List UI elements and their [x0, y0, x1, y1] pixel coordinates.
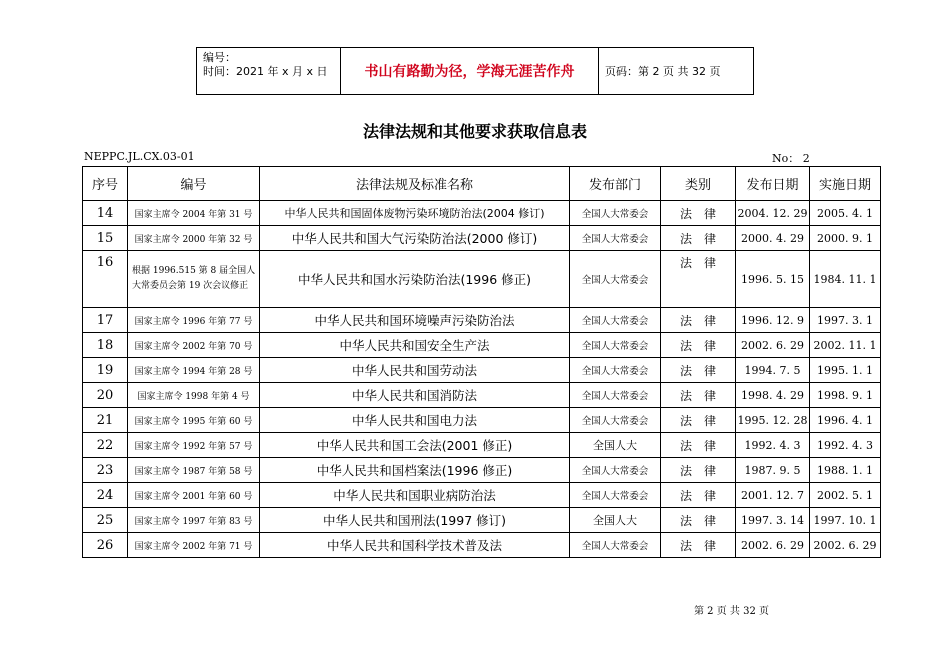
- cell-category: 法 律: [661, 358, 736, 383]
- cell-category: 法 律: [661, 383, 736, 408]
- cell-name: 中华人民共和国工会法(2001 修正): [260, 433, 570, 458]
- cell-category: 法 律: [661, 483, 736, 508]
- cell-eff-date: 1998. 9. 1: [810, 383, 881, 408]
- column-header-seq: 序号: [83, 167, 128, 201]
- cell-name: 中华人民共和国消防法: [260, 383, 570, 408]
- table-row: [83, 333, 881, 358]
- table-row: [83, 508, 881, 533]
- cell-pub-date: 1996. 5. 15: [736, 251, 810, 308]
- table-row: [83, 358, 881, 383]
- cell-category: 法 律: [661, 226, 736, 251]
- cell-dept: 全国人大常委会: [570, 358, 661, 383]
- doc-number: NEPPC.JL.CX.03-01: [84, 150, 195, 163]
- cell-category: 法 律: [661, 201, 736, 226]
- cell-name: 中华人民共和国安全生产法: [260, 333, 570, 358]
- cell-code: 国家主席令 1996 年第 77 号: [128, 308, 260, 333]
- cell-eff-date: 1992. 4. 3: [810, 433, 881, 458]
- column-header-dept: 发布部门: [570, 167, 661, 201]
- table-row: [83, 251, 881, 308]
- cell-seq: 26: [83, 533, 128, 558]
- cell-dept: 全国人大常委会: [570, 308, 661, 333]
- cell-seq: 22: [83, 433, 128, 458]
- table-row: [83, 383, 881, 408]
- cell-code: 国家主席令 1998 年第 4 号: [128, 383, 260, 408]
- cell-category: 法 律: [661, 508, 736, 533]
- cell-eff-date: 1995. 1. 1: [810, 358, 881, 383]
- table-row: [83, 533, 881, 558]
- cell-dept: 全国人大: [570, 508, 661, 533]
- cell-pub-date: 1987. 9. 5: [736, 458, 810, 483]
- table-row: [83, 201, 881, 226]
- table-row: [83, 458, 881, 483]
- cell-dept: 全国人大常委会: [570, 251, 661, 308]
- cell-seq: 21: [83, 408, 128, 433]
- cell-dept: 全国人大常委会: [570, 408, 661, 433]
- cell-seq: 20: [83, 383, 128, 408]
- cell-name: 中华人民共和国环境噪声污染防治法: [260, 308, 570, 333]
- cell-eff-date: 2002. 5. 1: [810, 483, 881, 508]
- cell-code: 国家主席令 2004 年第 31 号: [128, 201, 260, 226]
- table-header-row: [83, 167, 881, 201]
- table-row: [83, 408, 881, 433]
- cell-eff-date: 1996. 4. 1: [810, 408, 881, 433]
- time-label: 时间：2021 年 x 月 x 日: [203, 65, 328, 78]
- cell-dept: 全国人大常委会: [570, 533, 661, 558]
- cell-seq: 15: [83, 226, 128, 251]
- cell-dept: 全国人大常委会: [570, 333, 661, 358]
- cell-category: 法 律: [661, 308, 736, 333]
- cell-eff-date: 1984. 11. 1: [810, 251, 881, 308]
- cell-eff-date: 1997. 3. 1: [810, 308, 881, 333]
- table-row: [83, 308, 881, 333]
- cell-category: 法 律: [661, 333, 736, 358]
- cell-pub-date: 1997. 3. 14: [736, 508, 810, 533]
- cell-name: 中华人民共和国固体废物污染环境防治法(2004 修订): [260, 201, 570, 226]
- column-header-code: 编号: [128, 167, 260, 201]
- table-row: [83, 433, 881, 458]
- cell-code: 根据 1996.515 第 8 届全国人大常委员会第 19 次会议修正: [128, 251, 260, 308]
- cell-code: 国家主席令 2000 年第 32 号: [128, 226, 260, 251]
- cell-dept: 全国人大常委会: [570, 483, 661, 508]
- cell-eff-date: 2002. 11. 1: [810, 333, 881, 358]
- cell-name: 中华人民共和国电力法: [260, 408, 570, 433]
- cell-category: 法 律: [661, 408, 736, 433]
- cell-code: 国家主席令 2001 年第 60 号: [128, 483, 260, 508]
- page-footer: 第 2 页 共 32 页: [694, 606, 769, 617]
- cell-seq: 23: [83, 458, 128, 483]
- cell-name: 中华人民共和国劳动法: [260, 358, 570, 383]
- cell-name: 中华人民共和国职业病防治法: [260, 483, 570, 508]
- cell-name: 中华人民共和国水污染防治法(1996 修正): [260, 251, 570, 308]
- cell-pub-date: 2004. 12. 29: [736, 201, 810, 226]
- cell-eff-date: 2005. 4. 1: [810, 201, 881, 226]
- column-header-category: 类别: [661, 167, 736, 201]
- regulations-table: [82, 166, 881, 558]
- cell-category: 法 律: [661, 251, 736, 308]
- cell-name: 中华人民共和国刑法(1997 修订): [260, 508, 570, 533]
- cell-dept: 全国人大常委会: [570, 201, 661, 226]
- cell-pub-date: 2002. 6. 29: [736, 333, 810, 358]
- table-row: [83, 226, 881, 251]
- cell-name: 中华人民共和国档案法(1996 修正): [260, 458, 570, 483]
- cell-eff-date: 1988. 1. 1: [810, 458, 881, 483]
- header-motto: 书山有路勤为径，学海无涯苦作舟: [341, 48, 599, 94]
- cell-category: 法 律: [661, 433, 736, 458]
- column-header-eff-date: 实施日期: [810, 167, 881, 201]
- cell-pub-date: 1996. 12. 9: [736, 308, 810, 333]
- page-number: No： 2: [772, 152, 810, 165]
- cell-code: 国家主席令 1992 年第 57 号: [128, 433, 260, 458]
- code-label: 编号：: [203, 51, 236, 64]
- cell-dept: 全国人大常委会: [570, 458, 661, 483]
- cell-seq: 19: [83, 358, 128, 383]
- cell-seq: 25: [83, 508, 128, 533]
- cell-category: 法 律: [661, 458, 736, 483]
- cell-code: 国家主席令 1995 年第 60 号: [128, 408, 260, 433]
- column-header-pub-date: 发布日期: [736, 167, 810, 201]
- cell-code: 国家主席令 1997 年第 83 号: [128, 508, 260, 533]
- cell-seq: 18: [83, 333, 128, 358]
- cell-code: 国家主席令 1994 年第 28 号: [128, 358, 260, 383]
- cell-seq: 16: [83, 251, 128, 308]
- cell-code: 国家主席令 2002 年第 70 号: [128, 333, 260, 358]
- cell-pub-date: 2000. 4. 29: [736, 226, 810, 251]
- cell-code: 国家主席令 2002 年第 71 号: [128, 533, 260, 558]
- cell-dept: 全国人大常委会: [570, 226, 661, 251]
- page-title: 法律法规和其他要求获取信息表: [362, 122, 587, 141]
- cell-seq: 14: [83, 201, 128, 226]
- column-header-name: 法律法规及标准名称: [260, 167, 570, 201]
- cell-dept: 全国人大常委会: [570, 383, 661, 408]
- cell-pub-date: 2001. 12. 7: [736, 483, 810, 508]
- cell-seq: 17: [83, 308, 128, 333]
- cell-eff-date: 2000. 9. 1: [810, 226, 881, 251]
- cell-category: 法 律: [661, 533, 736, 558]
- document-header: [196, 47, 754, 95]
- cell-pub-date: 1992. 4. 3: [736, 433, 810, 458]
- cell-seq: 24: [83, 483, 128, 508]
- cell-code: 国家主席令 1987 年第 58 号: [128, 458, 260, 483]
- cell-pub-date: 1995. 12. 28: [736, 408, 810, 433]
- cell-pub-date: 1994. 7. 5: [736, 358, 810, 383]
- cell-dept: 全国人大: [570, 433, 661, 458]
- cell-name: 中华人民共和国大气污染防治法(2000 修订): [260, 226, 570, 251]
- cell-pub-date: 1998. 4. 29: [736, 383, 810, 408]
- table-row: [83, 483, 881, 508]
- cell-eff-date: 2002. 6. 29: [810, 533, 881, 558]
- header-page-label: 页码：第 2 页 共 32 页: [605, 65, 721, 78]
- header-meta: [197, 48, 341, 94]
- cell-eff-date: 1997. 10. 1: [810, 508, 881, 533]
- cell-pub-date: 2002. 6. 29: [736, 533, 810, 558]
- cell-name: 中华人民共和国科学技术普及法: [260, 533, 570, 558]
